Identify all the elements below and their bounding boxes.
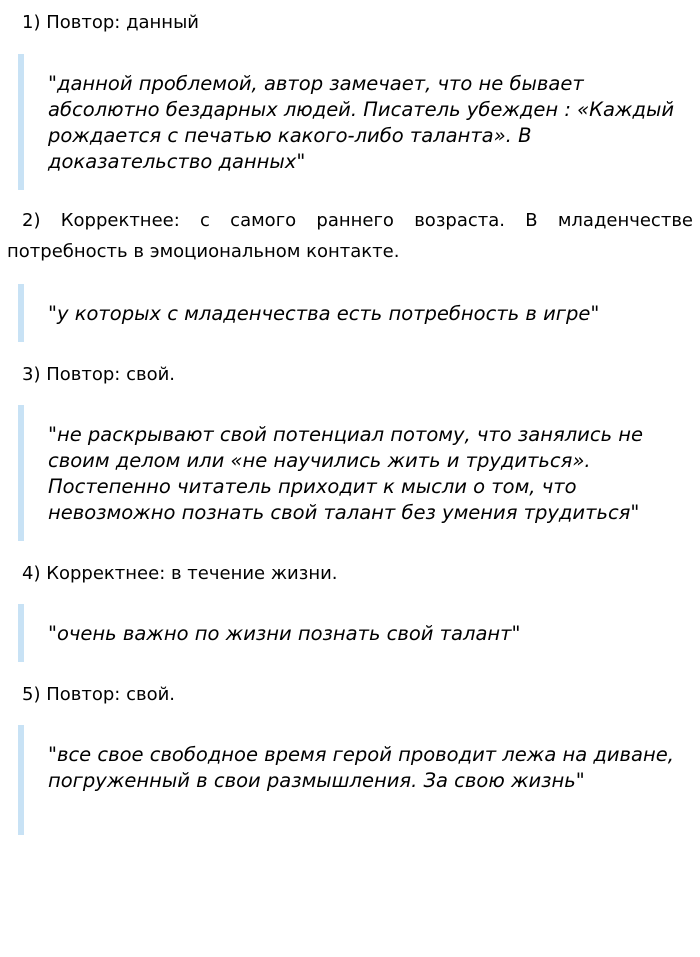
- quote-1: [18, 54, 678, 190]
- quote-5-text: "все свое свободное время герой проводит лежа на диване, погруженный в свои размышления. За свою жизнь": [48, 743, 674, 792]
- quote-5: [18, 725, 678, 835]
- note-4: 4) Корректнее: в течение жизни.: [22, 563, 338, 584]
- quote-4-text: "очень важно по жизни познать свой талант": [48, 622, 521, 645]
- note-1: 1) Повтор: данный: [22, 12, 199, 33]
- quote-2-text: "у которых с младенчества есть потребность в игре": [48, 302, 600, 325]
- note-2: 2) Корректнее: с самого раннего возраста. В младенчестве потребность в эмоциональном контакте.: [7, 210, 693, 262]
- quote-2: [18, 284, 678, 342]
- quote-4: [18, 604, 678, 662]
- quote-1-text: "данной проблемой, автор замечает, что не бывает абсолютно бездарных людей. Писатель убежден : «Каждый рождается с печатью какого-либо таланта». В доказательство данных": [48, 72, 675, 173]
- quote-3-text: "не раскрывают свой потенциал потому, что занялись не своим делом или «не научились жить и трудиться». Постепенно читатель приходит к мысли о том, что невозможно познать свой талант без умения трудиться": [48, 423, 644, 524]
- note-5: 5) Повтор: свой.: [22, 684, 175, 705]
- quote-3: [18, 405, 678, 541]
- note-3: 3) Повтор: свой.: [22, 364, 175, 385]
